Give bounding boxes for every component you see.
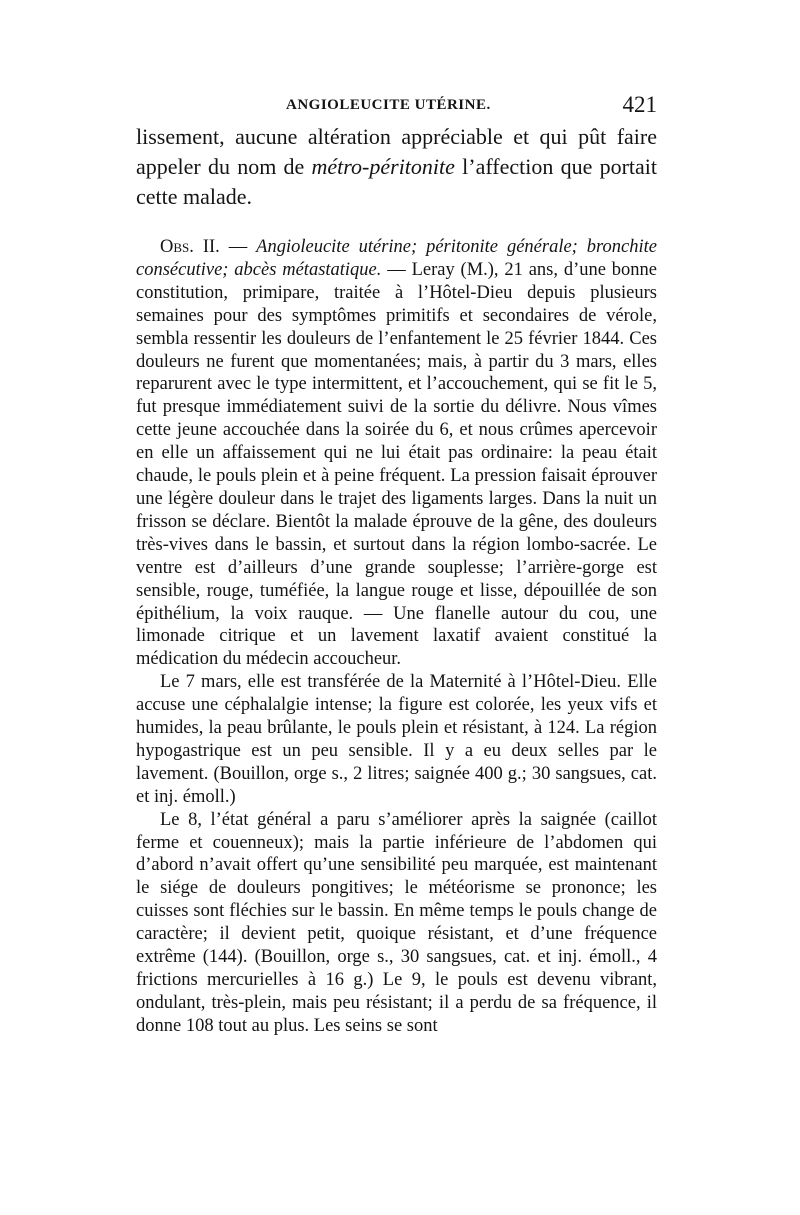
running-title: ANGIOLEUCITE UTÉRINE. (286, 97, 491, 113)
page-number: 421 (622, 92, 657, 117)
paragraph-march-8: Le 8, l’état général a paru s’améliorer après la saignée (caillot ferme et couenneux); mais la partie inférieure de l’abdomen qui d’abord n’avait offert qu’une sensibilité peu marquée, est maintenant le siége de douleurs pongitives; le météorisme se prononce; les cuisses sont fléchies sur le bassin. En même temps le pouls change de caractère; il devient petit, quoique résistant, et d’une fréquence extrême (144). (Bouillon, orge s., 30 sangsues, cat. et inj. émoll., 4 frictions mercurielles à 16 g.) Le 9, le pouls est devenu vibrant, ondulant, très-plein, mais peu résistant; il a perdu de sa fréquence, il donne 108 tout au plus. Les seins se sont (136, 809, 657, 1036)
observation-dash: — (219, 237, 257, 257)
running-head (136, 92, 657, 123)
continuation-paragraph (136, 122, 657, 212)
observation-text: — Leray (M.), 21 ans, d’une bonne constitution, primipare, traitée à l’Hôtel-Dieu depuis plusieurs semaines pour des symptômes primitifs et secondaires de vérole, sembla ressentir les douleurs de l’enfantement le 25 février 1844. Ces douleurs ne furent que momentanées; mais, à partir du 3 mars, elles reparurent avec le type intermittent, et l’accouchement, qui se fit le 5, fut presque immédiatement suivi de la sortie du délivre. Nous vîmes cette jeune accouchée dans la soirée du 6, et nous crûmes apercevoir en elle un affaissement qui ne lui était pas ordinaire: la peau était chaude, le pouls plein et à peine fréquent. La pression faisait éprouver une légère douleur dans le trajet des ligaments larges. Dans la nuit un frisson se déclare. Bientôt la malade éprouve de la gêne, des douleurs très-vives dans le bassin, et surtout dans la région lombo-sacrée. Le ventre est d’ailleurs d’une grande souplesse; l’arrière-gorge est sensible, rouge, tuméfiée, la langue rouge et lisse, dépouillée de son épithélium, la voix rauque. — Une flanelle autour du cou, une limonade citrique et un lavement laxatif avaient constitué la médication du médecin accoucheur. (136, 259, 658, 670)
text-block (136, 122, 657, 1038)
continuation-text-start: lissement, aucune altération appréciable et qui pût faire appeler du nom de (136, 124, 657, 179)
observation-paragraph (136, 236, 657, 671)
continuation-text-end: l’affection que portait cette malade. (136, 154, 658, 209)
emphasized-term: métro-péritonite (311, 154, 455, 179)
observation-heading: Angioleucite utérine; péritonite générale; bronchite consécutive; abcès métastatique. (136, 237, 657, 280)
observation-label: Obs. II. (160, 237, 220, 257)
paragraph-march-7: Le 7 mars, elle est transférée de la Maternité à l’Hôtel-Dieu. Elle accuse une céphalalgie intense; la figure est colorée, les yeux vifs et humides, la peau brûlante, le pouls plein et résistant, à 124. La région hypogastrique est un peu sensible. Il y a eu deux selles par le lavement. (Bouillon, orge s., 2 litres; saignée 400 g.; 30 sangsues, cat. et inj. émoll.) (136, 672, 657, 807)
